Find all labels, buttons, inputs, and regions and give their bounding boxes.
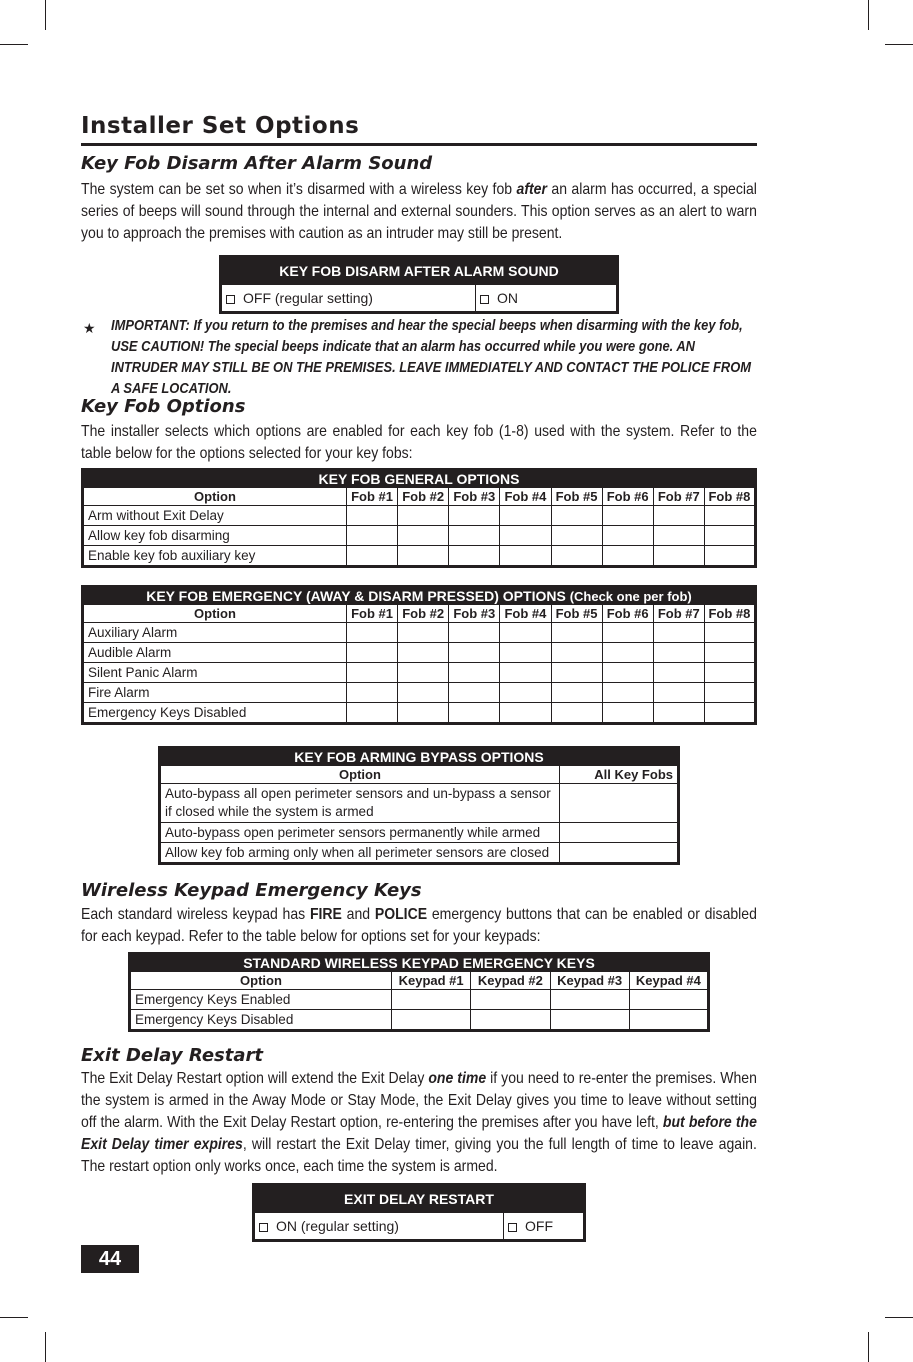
checkbox-cell[interactable] [602, 643, 653, 663]
on-option[interactable] [254, 1213, 504, 1241]
keypad-emergency-table [128, 952, 710, 1032]
checkbox-cell[interactable] [347, 663, 398, 683]
crop-mark [868, 1332, 869, 1362]
checkbox-cell[interactable] [560, 843, 679, 864]
checkbox-cell[interactable] [347, 643, 398, 663]
option-label: Emergency Keys Enabled [130, 990, 392, 1010]
column-header: Fob #6 [602, 605, 653, 623]
checkbox-cell[interactable] [629, 1010, 708, 1031]
checkbox-cell[interactable] [704, 526, 755, 546]
checkbox-cell[interactable] [560, 784, 679, 823]
checkbox-cell[interactable] [471, 1010, 550, 1031]
option-label: Allow key fob arming only when all perimeter sensors are closed [160, 843, 560, 864]
table-row [83, 546, 756, 567]
checkbox-cell[interactable] [653, 506, 704, 526]
checkbox-cell[interactable] [653, 623, 704, 643]
checkbox-icon[interactable] [259, 1223, 268, 1232]
option-label: Enable key fob auxiliary key [83, 546, 347, 567]
section-heading-key-fob-disarm: Key Fob Disarm After Alarm Sound [81, 153, 433, 174]
column-header: Keypad #4 [629, 972, 708, 990]
checkbox-cell[interactable] [398, 526, 449, 546]
checkbox-cell[interactable] [653, 703, 704, 724]
checkbox-cell[interactable] [602, 683, 653, 703]
table-title: KEY FOB ARMING BYPASS OPTIONS [160, 748, 679, 766]
section-text-exit-delay [81, 1068, 757, 1178]
table-title-text: KEY FOB EMERGENCY (AWAY & DISARM PRESSED) OPTIONS [146, 588, 566, 604]
checkbox-cell[interactable] [500, 643, 551, 663]
table-row [83, 506, 756, 526]
table-row [130, 990, 709, 1010]
column-header: Fob #4 [500, 605, 551, 623]
column-header: Fob #2 [398, 605, 449, 623]
checkbox-cell[interactable] [653, 526, 704, 546]
column-header: Keypad #2 [471, 972, 550, 990]
checkbox-icon[interactable] [508, 1223, 517, 1232]
crop-mark [45, 0, 46, 30]
text-run: emergency buttons that can be enabled or disabled for each keypad. Refer to the table below for options set for your keypads: [81, 906, 757, 945]
column-header-all-key-fobs: All Key Fobs [560, 766, 679, 784]
checkbox-cell[interactable] [629, 990, 708, 1010]
on-option[interactable] [476, 285, 618, 313]
emphasis-one-time: one time [428, 1070, 487, 1087]
checkbox-cell[interactable] [551, 526, 602, 546]
checkbox-cell[interactable] [653, 663, 704, 683]
crop-mark [868, 0, 869, 30]
checkbox-cell[interactable] [602, 623, 653, 643]
column-header-option: Option [130, 972, 392, 990]
checkbox-cell[interactable] [347, 683, 398, 703]
checkbox-cell[interactable] [500, 683, 551, 703]
text-run: The system can be set so when it’s disarmed with a wireless key fob [81, 181, 517, 198]
column-header: Fob #7 [653, 488, 704, 506]
table-title: EXIT DELAY RESTART [254, 1185, 585, 1213]
column-header: Fob #8 [704, 488, 755, 506]
page-title: Installer Set Options [81, 113, 757, 146]
option-label: ON [497, 290, 518, 306]
column-header: Keypad #1 [392, 972, 471, 990]
checkbox-cell[interactable] [500, 506, 551, 526]
table-row [83, 683, 756, 703]
option-label: Emergency Keys Disabled [130, 1010, 392, 1031]
table-row [83, 703, 756, 724]
column-header: Fob #1 [347, 605, 398, 623]
checkbox-cell[interactable] [602, 663, 653, 683]
column-header: Fob #4 [500, 488, 551, 506]
checkbox-cell[interactable] [347, 623, 398, 643]
checkbox-cell[interactable] [653, 643, 704, 663]
exit-delay-restart-table [252, 1183, 586, 1242]
checkbox-cell[interactable] [392, 1010, 471, 1031]
column-header: Fob #2 [398, 488, 449, 506]
checkbox-cell[interactable] [551, 643, 602, 663]
option-label: Auxiliary Alarm [83, 623, 347, 643]
option-label: Silent Panic Alarm [83, 663, 347, 683]
text-run: if you need to re-enter the premises. When the system is armed in the Away Mode or Stay Mode, the Exit Delay gives you time to leave without setting off the alarm. With the Exit Delay Restart option, re-entering the premises after you have left, [81, 1070, 757, 1131]
checkbox-cell[interactable] [347, 506, 398, 526]
checkbox-cell[interactable] [602, 506, 653, 526]
column-header: Fob #3 [449, 605, 500, 623]
checkbox-cell[interactable] [398, 506, 449, 526]
table-title: KEY FOB DISARM AFTER ALARM SOUND [221, 257, 618, 285]
text-run: , will restart the Exit Delay timer, giving you the full length of time to leave again. The restart option only works once, each time the system is armed. [81, 1136, 757, 1175]
text-run: an alarm has occurred, a special series of beeps will sound through the internal and external sounders. This option serves as an alert to warn you to approach the premises with caution as an intruder may still be present. [81, 181, 757, 242]
table-title: STANDARD WIRELESS KEYPAD EMERGENCY KEYS [130, 954, 709, 972]
option-label: Audible Alarm [83, 643, 347, 663]
table-row [83, 663, 756, 683]
option-line: if closed while the system is armed [165, 804, 374, 819]
checkbox-cell[interactable] [398, 623, 449, 643]
checkbox-cell[interactable] [347, 526, 398, 546]
checkbox-cell[interactable] [704, 623, 755, 643]
text-run: and [341, 906, 375, 923]
checkbox-cell[interactable] [653, 546, 704, 567]
checkbox-cell[interactable] [398, 546, 449, 567]
checkbox-cell[interactable] [551, 703, 602, 724]
checkbox-cell[interactable] [602, 546, 653, 567]
checkbox-cell[interactable] [704, 663, 755, 683]
table-row [83, 643, 756, 663]
star-icon: ★ [83, 320, 96, 336]
checkbox-cell[interactable] [449, 683, 500, 703]
option-label: Fire Alarm [83, 683, 347, 703]
table-title [83, 587, 756, 605]
checkbox-cell[interactable] [704, 546, 755, 567]
option-label [160, 784, 560, 823]
crop-mark [0, 44, 28, 45]
column-header-option: Option [160, 766, 560, 784]
checkbox-cell[interactable] [550, 990, 629, 1010]
checkbox-cell[interactable] [471, 990, 550, 1010]
checkbox-cell[interactable] [392, 990, 471, 1010]
checkbox-cell[interactable] [500, 663, 551, 683]
column-header-option: Option [83, 605, 347, 623]
checkbox-cell[interactable] [449, 703, 500, 724]
important-text: If you return to the premises and hear the special beeps when disarming with the key fob, USE CAUTION! The special beeps indicate that an alarm has occurred while you were gone. AN INTRUDER MAY STILL BE ON THE PREMISES. LEAVE IMMEDIATELY AND CONTACT THE POLICE FROM A SAFE LOCATION. [111, 318, 752, 397]
checkbox-cell[interactable] [551, 683, 602, 703]
column-header: Fob #8 [704, 605, 755, 623]
option-label: Emergency Keys Disabled [83, 703, 347, 724]
column-header-option: Option [83, 488, 347, 506]
section-heading-keypad-emergency: Wireless Keypad Emergency Keys [81, 880, 422, 901]
checkbox-cell[interactable] [653, 683, 704, 703]
checkbox-cell[interactable] [560, 823, 679, 843]
emphasis-after: after [516, 181, 547, 198]
checkbox-cell[interactable] [398, 663, 449, 683]
table-title-note: (Check one per fob) [569, 589, 692, 604]
column-header: Keypad #3 [550, 972, 629, 990]
key-fob-bypass-table [158, 746, 680, 865]
checkbox-cell[interactable] [398, 683, 449, 703]
checkbox-cell[interactable] [500, 546, 551, 567]
section-heading-key-fob-options: Key Fob Options [81, 396, 246, 417]
checkbox-cell[interactable] [602, 703, 653, 724]
option-label: ON (regular setting) [276, 1218, 399, 1234]
checkbox-icon[interactable] [226, 295, 235, 304]
table-title: KEY FOB GENERAL OPTIONS [83, 470, 756, 488]
off-option[interactable] [504, 1213, 585, 1241]
table-row [160, 784, 679, 823]
checkbox-cell[interactable] [500, 623, 551, 643]
checkbox-cell[interactable] [602, 526, 653, 546]
crop-mark [0, 1317, 28, 1318]
police-label: POLICE [374, 906, 428, 923]
text-run: Each standard wireless keypad has [81, 906, 310, 923]
column-header: Fob #1 [347, 488, 398, 506]
important-label: IMPORTANT: [111, 318, 190, 334]
option-line: Auto-bypass all open perimeter sensors and un-bypass a sensor [165, 786, 551, 801]
option-label: OFF (regular setting) [243, 290, 373, 306]
emphasis-before-expires: but before the Exit Delay timer expires [81, 1114, 757, 1153]
checkbox-cell[interactable] [449, 623, 500, 643]
section-text-key-fob-disarm [81, 179, 757, 245]
checkbox-cell[interactable] [347, 703, 398, 724]
crop-mark [45, 1332, 46, 1362]
checkbox-cell[interactable] [449, 546, 500, 567]
checkbox-cell[interactable] [500, 703, 551, 724]
column-header: Fob #5 [551, 605, 602, 623]
checkbox-cell[interactable] [347, 546, 398, 567]
checkbox-cell[interactable] [704, 506, 755, 526]
checkbox-cell[interactable] [550, 1010, 629, 1031]
checkbox-cell[interactable] [704, 643, 755, 663]
checkbox-icon[interactable] [480, 295, 489, 304]
table-row [83, 623, 756, 643]
column-header: Fob #7 [653, 605, 704, 623]
checkbox-cell[interactable] [449, 663, 500, 683]
key-fob-general-table [81, 468, 757, 568]
table-row [160, 823, 679, 843]
disarm-after-alarm-table [219, 255, 619, 314]
off-option[interactable] [221, 285, 476, 313]
table-row [160, 843, 679, 864]
checkbox-cell[interactable] [551, 663, 602, 683]
checkbox-cell[interactable] [704, 703, 755, 724]
checkbox-cell[interactable] [398, 643, 449, 663]
fire-label: FIRE [309, 906, 342, 923]
crop-mark [885, 44, 913, 45]
checkbox-cell[interactable] [551, 623, 602, 643]
checkbox-cell[interactable] [704, 683, 755, 703]
key-fob-emergency-table [81, 585, 757, 725]
option-label: OFF [525, 1218, 553, 1234]
column-header: Fob #3 [449, 488, 500, 506]
checkbox-cell[interactable] [449, 643, 500, 663]
checkbox-cell[interactable] [398, 703, 449, 724]
checkbox-cell[interactable] [449, 506, 500, 526]
option-label: Arm without Exit Delay [83, 506, 347, 526]
important-note [111, 316, 752, 400]
option-label: Auto-bypass open perimeter sensors permanently while armed [160, 823, 560, 843]
section-text-keypad-emergency [81, 904, 757, 948]
section-heading-exit-delay: Exit Delay Restart [81, 1045, 263, 1066]
checkbox-cell[interactable] [551, 506, 602, 526]
text-run: The Exit Delay Restart option will extend the Exit Delay [81, 1070, 429, 1087]
table-row [83, 526, 756, 546]
column-header: Fob #5 [551, 488, 602, 506]
option-label: Allow key fob disarming [83, 526, 347, 546]
column-header: Fob #6 [602, 488, 653, 506]
checkbox-cell[interactable] [551, 546, 602, 567]
checkbox-cell[interactable] [500, 526, 551, 546]
section-text-key-fob-options: The installer selects which options are enabled for each key fob (1-8) used with the system. Refer to the table below for the options selected for your key fobs: [81, 423, 757, 462]
checkbox-cell[interactable] [449, 526, 500, 546]
table-row [130, 1010, 709, 1031]
crop-mark [885, 1317, 913, 1318]
page-number: 44 [81, 1245, 139, 1273]
